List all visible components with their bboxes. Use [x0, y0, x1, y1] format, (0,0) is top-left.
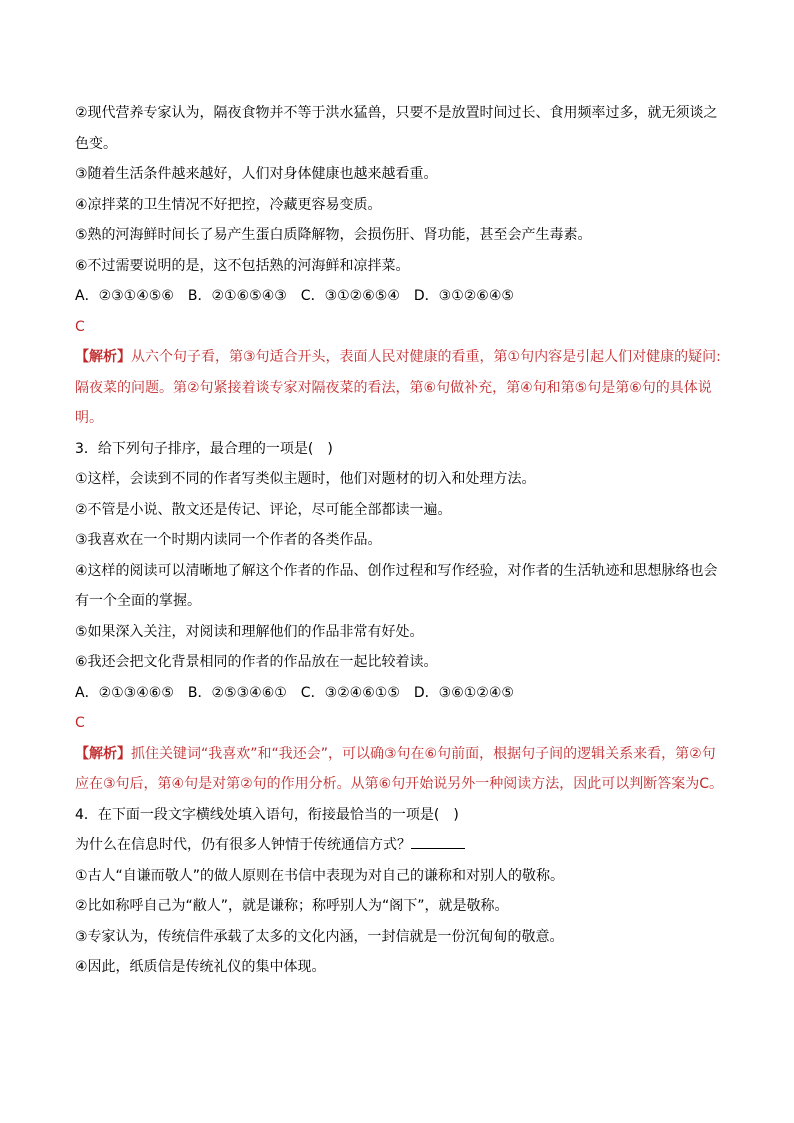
q3-analysis-text: 抓住关键词“我喜欢”和“我还会”，可以确③句在⑥句前面，根据句子间的逻辑关系来看，第②句应在③句后，第④句是对第②句的作用分析。从第⑥句开始说另外一种阅读方法，因此可以判断答案为C。 [75, 745, 723, 792]
q2-analysis [75, 342, 725, 434]
q3-sentence-2: ②不管是小说、散文还是传记、评论，尽可能全部都读一遍。 [75, 501, 452, 518]
q2-sentence-5: ⑤熟的河海鲜时间长了易产生蛋白质降解物，会损伤肝、肾功能，甚至会产生毒素。 [75, 227, 592, 243]
q3-sentence-5: ⑤如果深入关注，对阅读和理解他们的作品非常有好处。 [75, 623, 424, 640]
q2-analysis-tag: 【解析】 [75, 349, 131, 365]
q2-sentence-6: ⑥不过需要说明的是，这不包括熟的河海鲜和凉拌菜。 [75, 257, 410, 274]
q2-answer: C [75, 318, 85, 335]
q4-sentence-4: ④因此，纸质信是传统礼仪的集中体现。 [75, 959, 326, 975]
q3-analysis-tag: 【解析】 [75, 745, 131, 762]
q4-sentence-3: ③专家认为，传统信件承载了太多的文化内涵，一封信就是一份沉甸甸的敬意。 [75, 928, 564, 945]
q2-sentence-3: ③随着生活条件越来越好，人们对身体健康也越来越看重。 [75, 166, 438, 182]
q3-sentence-6: ⑥我还会把文化背景相同的作者的作品放在一起比较着读。 [75, 654, 438, 670]
q3-sentence-3: ③我喜欢在一个时期内读同一个作者的各类作品。 [75, 532, 382, 548]
q4-stem: 4．在下面一段文字横线处填入语句，衔接最恰当的一项是( ) [75, 806, 459, 823]
q2-analysis-text: 从六个句子看，第③句适合开头，表面人民对健康的看重，第①句内容是引起人们对健康的疑问:隔夜菜的问题。第②句紧接着谈专家对隔夜菜的看法，第⑥句做补充，第④句和第⑤句是第⑥句的具体说明。 [75, 349, 721, 426]
q3-stem: 3．给下列句子排序，最合理的一项是( ) [75, 440, 333, 457]
q4-sentence-2: ②比如称呼自己为“敝人”，就是谦称；称呼别人为“阁下”，就是敬称。 [75, 898, 509, 914]
q2-sentence-2: ②现代营养专家认为，隔夜食物并不等于洪水猛兽，只要不是放置时间过长、食用频率过多，就无须谈之色变。 [75, 105, 718, 152]
q3-sentence-4: ④这样的阅读可以清晰地了解这个作者的作品、创作过程和写作经验，对作者的生活轨迹和思想脉络也会有一个全面的掌握。 [75, 562, 718, 609]
q3-answer: C [75, 715, 85, 731]
q4-answer-blank [411, 834, 465, 849]
q3-analysis [75, 739, 725, 800]
q2-options: A．②③①④⑤⑥ B．②①⑥⑤④③ C．③①②⑥⑤④ D．③①②⑥④⑤ [75, 288, 514, 304]
q3-options: A．②①③④⑥⑤ B．②⑤③④⑥① C．③②④⑥①⑤ D．③⑥①②④⑤ [75, 684, 514, 701]
q4-question-line [75, 830, 725, 861]
document-content [75, 98, 725, 983]
q4-sentence-1: ①古人“自谦而敬人”的做人原则在书信中表现为对自己的谦称和对别人的敬称。 [75, 867, 565, 884]
q3-sentence-1: ①这样，会读到不同的作者写类似主题时，他们对题材的切入和处理方法。 [75, 471, 536, 487]
q2-sentence-4: ④凉拌菜的卫生情况不好把控，冷藏更容易变质。 [75, 196, 382, 213]
q4-question: 为什么在信息时代，仍有很多人钟情于传统通信方式？ [75, 837, 411, 853]
